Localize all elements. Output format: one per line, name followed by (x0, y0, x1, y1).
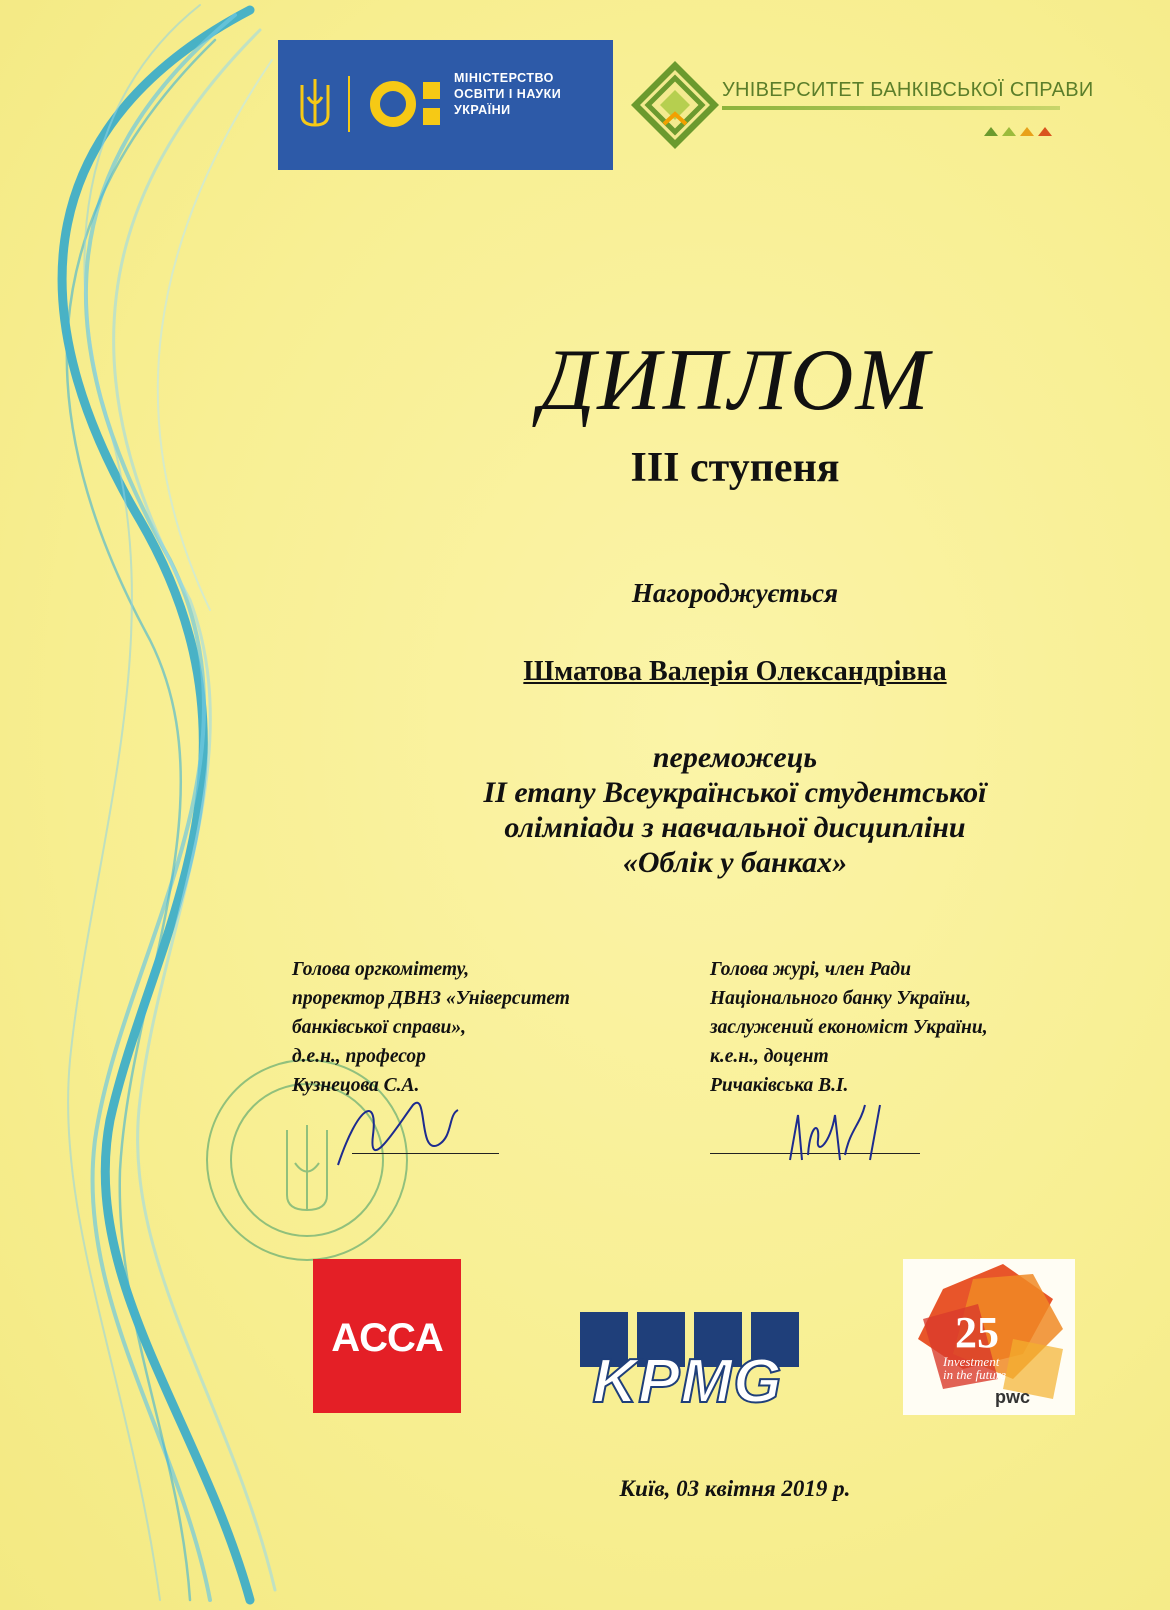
ministry-separator (348, 76, 350, 132)
signature-block-right: Голова журі, член Ради Національного банку України, заслужений економіст України, к.е.н., доцент Ричаківська В.І. (710, 959, 988, 1096)
trident-icon (298, 75, 332, 131)
diploma-degree: ІІІ ступеня (630, 445, 840, 491)
pwc-anniversary-number: 25 (955, 1308, 999, 1357)
handwritten-signature-left (318, 1085, 468, 1185)
kpmg-logo-text: KPMG (592, 1347, 783, 1416)
pwc-tagline: Investment in the future (943, 1354, 1007, 1382)
handwritten-signature-right (780, 1085, 890, 1175)
recipient-name: Шматова Валерія Олександрівна (523, 656, 947, 687)
pwc-wordmark: pwc (995, 1387, 1031, 1407)
university-emblem-icon (628, 58, 722, 152)
acca-logo (313, 1259, 461, 1413)
place-and-date: Київ, 03 квітня 2019 р. (619, 1476, 851, 1501)
diploma-title: ДИПЛОМ (539, 332, 931, 429)
signature-block-left: Голова оргкомітету, проректор ДВНЗ «Університет банківської справи», д.е.н., професор Кузнецова С.А. (292, 959, 570, 1096)
ministry-ring-icon (370, 81, 416, 127)
university-triangles-icon (982, 124, 1062, 138)
university-name: УНІВЕРСИТЕТ БАНКІВСЬКОЇ СПРАВИ (722, 79, 1094, 101)
ministry-logo-block (278, 40, 613, 170)
award-description: переможець ІІ етапу Всеукраїнської студентської олімпіади з навчальної дисципліни «Облік у банках» (483, 741, 987, 879)
ministry-square-icon (423, 108, 440, 125)
pwc-logo (903, 1259, 1075, 1415)
decorative-wave-lines (0, 0, 300, 1610)
kpmg-logo (560, 1312, 815, 1416)
ministry-square-icon (423, 82, 440, 99)
ministry-name: МІНІСТЕРСТВО ОСВІТИ І НАУКИ УКРАЇНИ (454, 71, 562, 117)
university-underline (722, 106, 1060, 110)
awarded-label: Нагороджується (631, 578, 839, 608)
acca-logo-text: ACCA (331, 1316, 443, 1360)
